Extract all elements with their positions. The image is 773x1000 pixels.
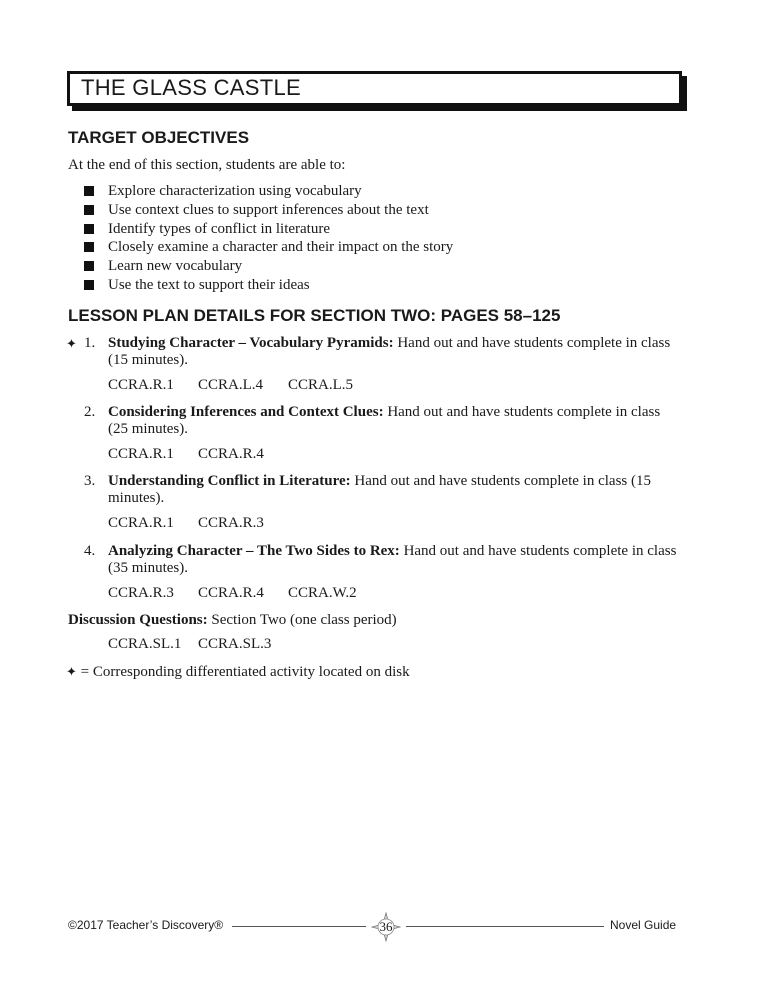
list-item: Explore characterization using vocabulary [84,182,453,201]
square-bullet-icon [84,224,94,234]
lesson-plan-heading: LESSON PLAN DETAILS FOR SECTION TWO: PAGES 58–125 [68,306,561,325]
objectives-intro: At the end of this section, students are able to: [68,157,346,173]
list-item: Identify types of conflict in literature [84,220,453,239]
standards-codes: CCRA.R.1 CCRA.R.3 [108,515,264,531]
footer-rule-left [232,926,366,927]
differentiated-marker-icon: ✦ [66,336,77,351]
title-box [67,71,682,106]
list-item: Use context clues to support inferences about the text [84,201,453,220]
list-item: Use the text to support their ideas [84,276,453,295]
footer-rule-right [406,926,604,927]
standards-codes: CCRA.R.1 CCRA.L.4 CCRA.L.5 [108,377,354,393]
standards-codes: CCRA.R.1 CCRA.R.4 [108,446,264,462]
footer-copyright: ©2017 Teacher’s Discovery® [68,918,224,932]
differentiated-marker-icon: ✦ [66,664,77,679]
footer-novel-guide: Novel Guide [610,918,677,932]
square-bullet-icon [84,280,94,290]
square-bullet-icon [84,205,94,215]
objectives-list [84,182,453,295]
page-title: THE GLASS CASTLE [81,75,301,100]
square-bullet-icon [84,186,94,196]
list-item: Learn new vocabulary [84,257,453,276]
square-bullet-icon [84,242,94,252]
discussion-questions: Discussion Questions: Section Two (one class period) [68,612,397,628]
square-bullet-icon [84,261,94,271]
legend: ✦ = Corresponding differentiated activity located on disk [66,664,410,680]
page-number: 36 [379,919,393,934]
standards-codes: CCRA.R.3 CCRA.R.4 CCRA.W.2 [108,585,357,601]
target-objectives-heading: TARGET OBJECTIVES [68,128,250,147]
standards-codes: CCRA.SL.1 CCRA.SL.3 [108,636,272,652]
list-item: Closely examine a character and their impact on the story [84,238,453,257]
